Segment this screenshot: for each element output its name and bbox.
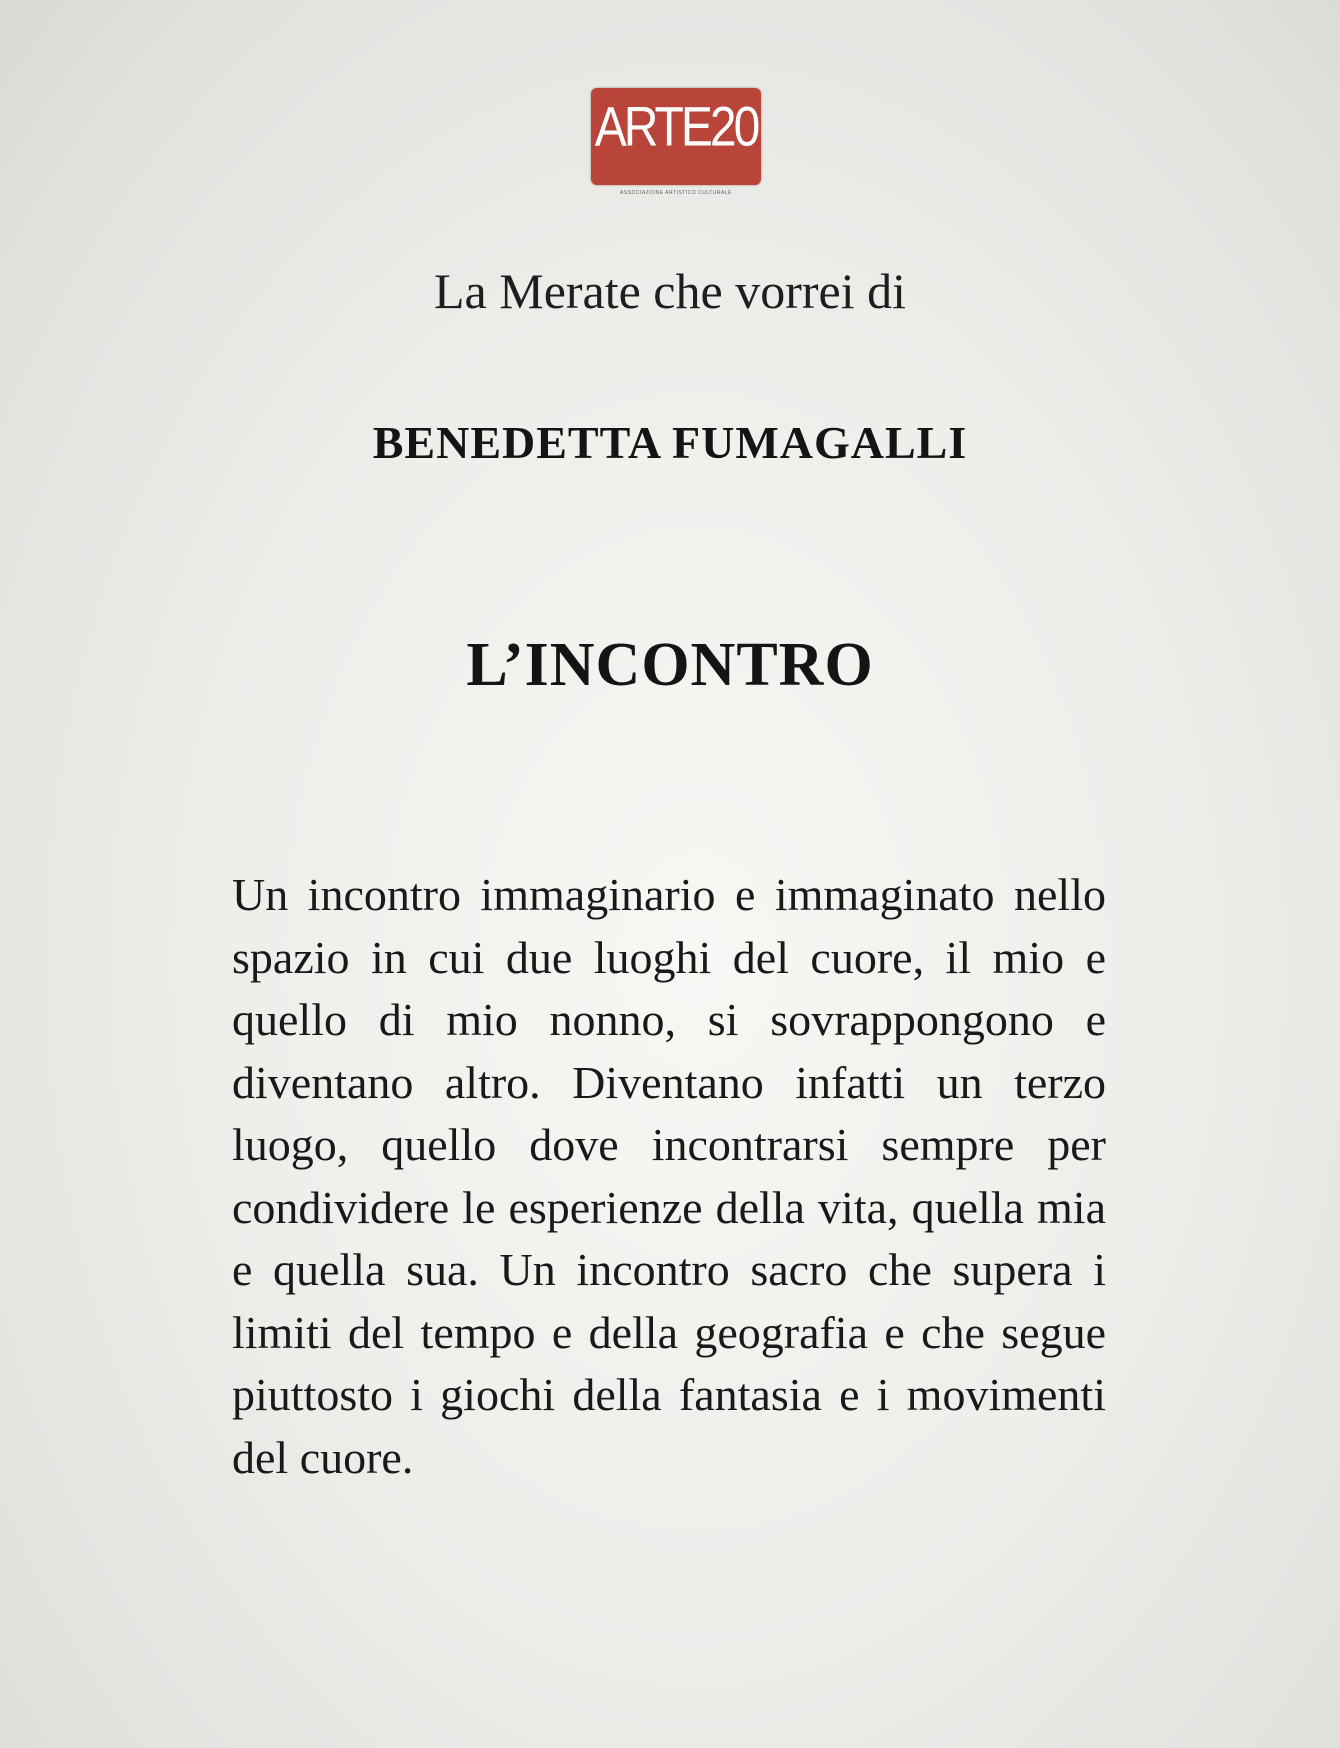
arte20-logo [591, 88, 761, 185]
logo-subtext: ASSOCIAZIONE ARTISTICO CULTURALE [620, 190, 732, 196]
artwork-title: L’INCONTRO [466, 631, 874, 699]
logo-text: ARTE20 [594, 97, 758, 158]
subtitle: La Merate che vorrei di [434, 263, 906, 319]
author-name: BENEDETTA FUMAGALLI [372, 417, 968, 468]
description-paragraph: Un incontro immaginario e immaginato nello spazio in cui due luoghi del cuore, il mio e quello di mio nonno, si sovrappongono e diventano altro. Diventano infatti un terzo luogo, quello dove incontrarsi sempre per condividere le esperienze della vita, quella mia e quella sua. Un incontro sacro che supera i limiti del tempo e della geografia e che segue piuttosto i giochi della fantasia e i movimenti del cuore. [232, 869, 1106, 1483]
